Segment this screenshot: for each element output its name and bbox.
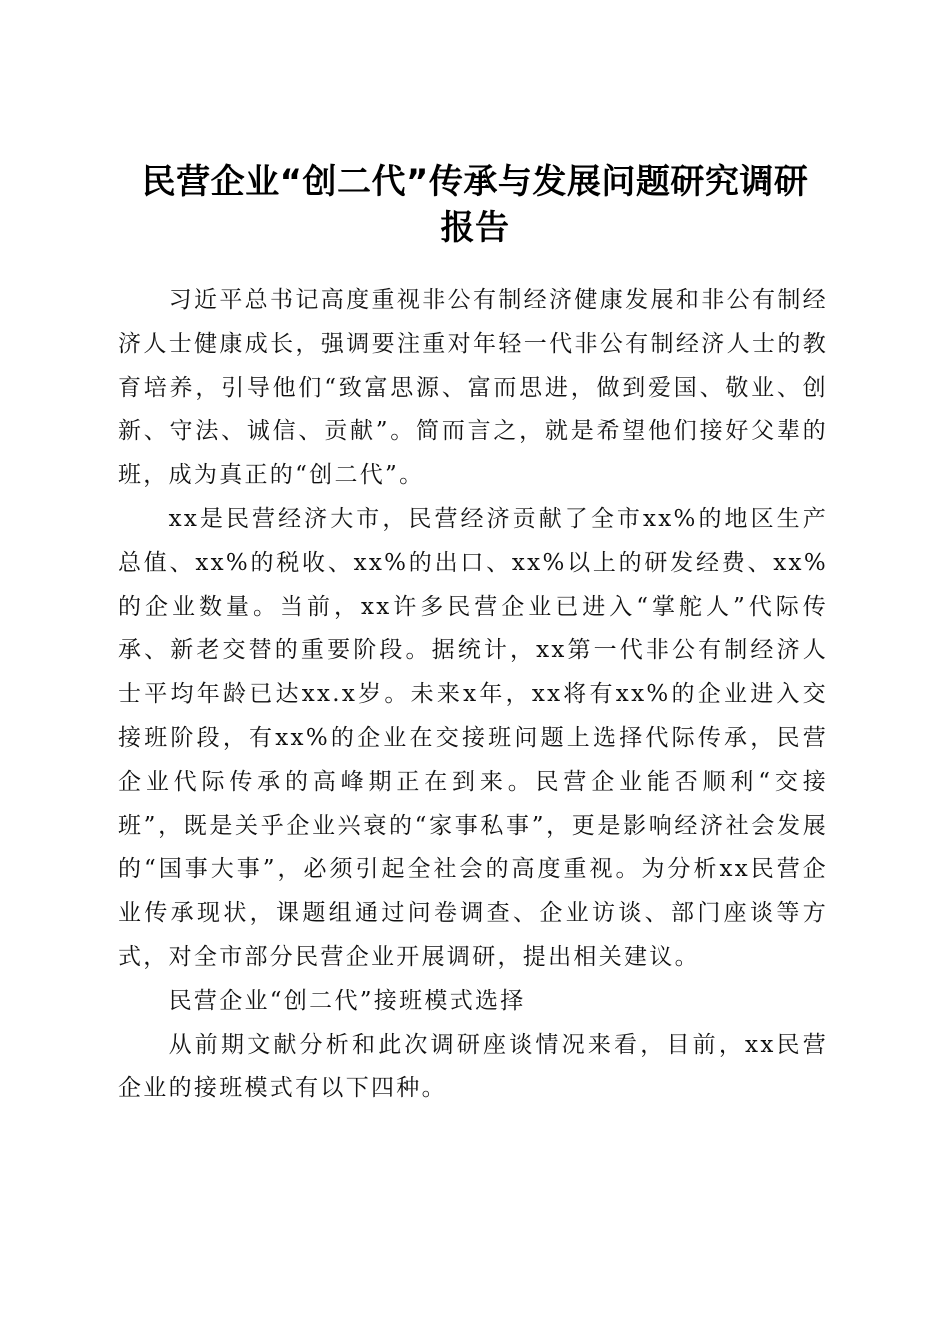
document-title <box>100 159 850 251</box>
document-body <box>118 279 828 1111</box>
paragraph-intro: 习近平总书记高度重视非公有制经济健康发展和非公有制经济人士健康成长，强调要注重对年轻一代非公有制经济人士的教育培养，引导他们“致富思源、富而思进，做到爱国、敬业、创新、守法、诚信、贡献”。简而言之，就是希望他们接好父辈的班，成为真正的“创二代”。 <box>118 287 828 489</box>
title-line-1: 民营企业“创二代”传承与发展问题研究调研 <box>141 161 809 202</box>
paragraph-modes: 从前期文献分析和此次调研座谈情况来看，目前，xx民营企业的接班模式有以下四种。 <box>118 1031 828 1102</box>
title-line-2: 报告 <box>440 207 510 248</box>
paragraph-background: xx是民营经济大市，民营经济贡献了全市xx%的地区生产总值、xx%的税收、xx%的出口、xx%以上的研发经费、xx%的企业数量。当前，xx许多民营企业已进入“掌舵人”代际传承、新老交替的重要阶段。据统计，xx第一代非公有制经济人士平均年龄已达xx.x岁。未来x年，xx将有xx%的企业进入交接班阶段，有xx%的企业在交接班问题上选择代际传承，民营企业代际传承的高峰期正在到来。民营企业能否顺利“交接班”，既是关乎企业兴衰的“家事私事”，更是影响经济社会发展的“国事大事”，必须引起全社会的高度重视。为分析xx民营企业传承现状，课题组通过问卷调查、企业访谈、部门座谈等方式，对全市部分民营企业开展调研，提出相关建议。 <box>118 505 828 970</box>
section-heading: 民营企业“创二代”接班模式选择 <box>168 987 526 1014</box>
